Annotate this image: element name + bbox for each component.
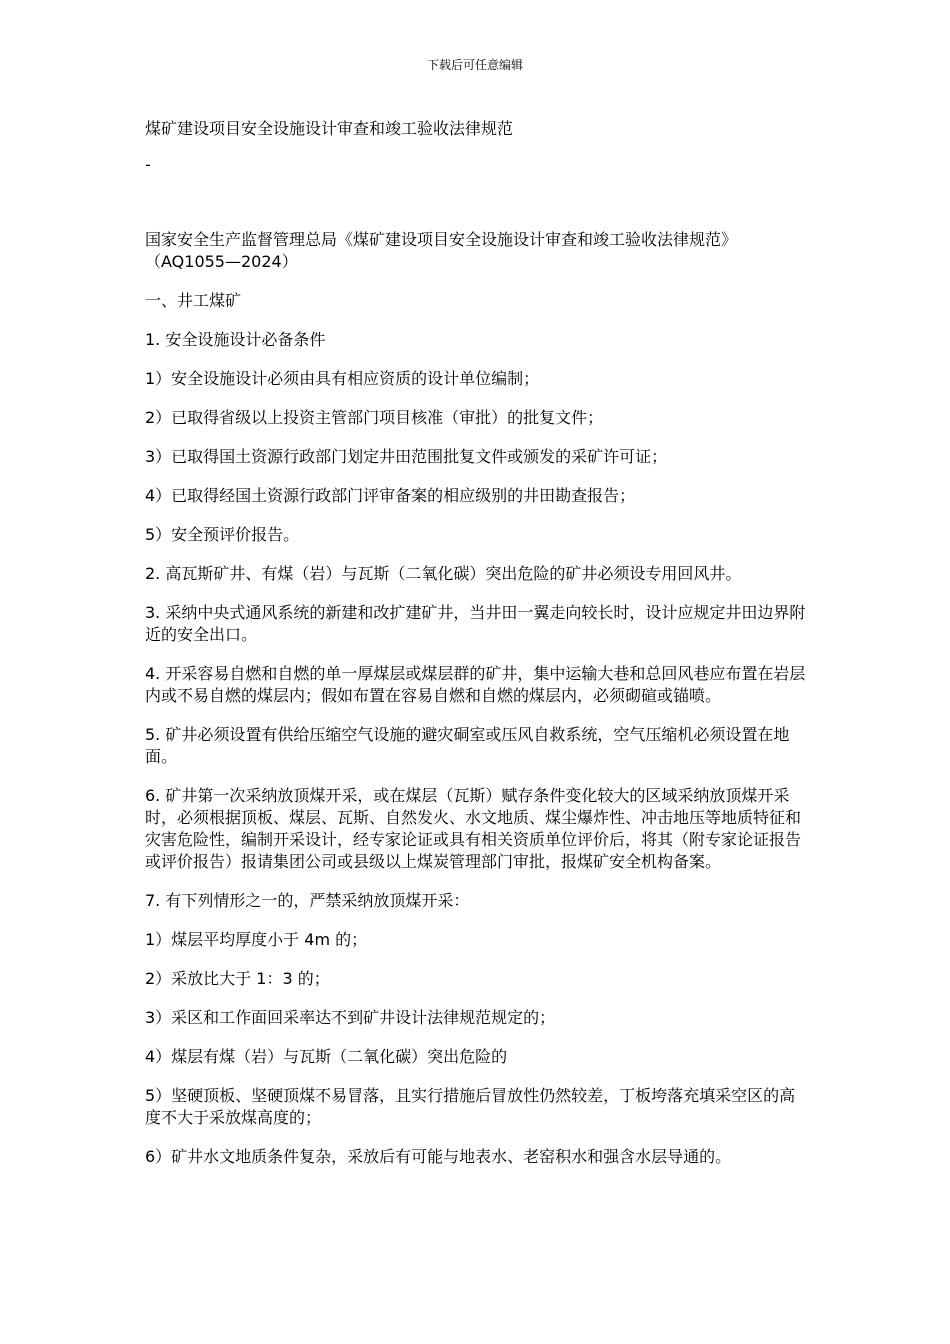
- separator-dash: -: [145, 155, 151, 174]
- paragraph-standard-reference: 国家安全生产监督管理总局《煤矿建设项目安全设施设计审查和竣工验收法律规范》（AQ1055—2024）: [145, 230, 738, 271]
- paragraph: 1. 安全设施设计必备条件: [145, 330, 326, 349]
- list-item: 1）安全设施设计必须由具有相应资质的设计单位编制；: [145, 369, 540, 388]
- paragraph: 5. 矿井必须设置有供给压缩空气设施的避灾硐室或压风自救系统，空气压缩机必须设置在地面。: [145, 725, 790, 766]
- list-item: 5）安全预评价报告。: [145, 525, 300, 544]
- list-item: 5）坚硬顶板、坚硬顶煤不易冒落，且实行措施后冒放性仍然较差，丁板垮落充填采空区的高度不大于采放煤高度的；: [145, 1086, 796, 1127]
- list-item: 3）已取得国土资源行政部门划定井田范围批复文件或颁发的采矿许可证；: [145, 447, 668, 466]
- list-item: 6）矿井水文地质条件复杂，采放后有可能与地表水、老窑积水和强含水层导通的。: [145, 1147, 732, 1166]
- list-item: 4）煤层有煤（岩）与瓦斯（二氧化碳）突出危险的: [145, 1047, 508, 1066]
- list-item: 4）已取得经国土资源行政部门评审备案的相应级别的井田勘查报告；: [145, 486, 636, 505]
- list-item: 2）采放比大于 1：3 的；: [145, 969, 330, 988]
- paragraph: 7. 有下列情形之一的，严禁采纳放顶煤开采：: [145, 891, 470, 910]
- paragraph: 6. 矿井第一次采纳放顶煤开采，或在煤层（瓦斯）赋存条件变化较大的区域采纳放顶煤开采时，必须根据顶板、煤层、瓦斯、自然发火、水文地质、煤尘爆炸性、冲击地压等地质特征和灾害危险性，编制开采设计，经专家论证或具有相关资质单位评价后，将其（附专家论证报告或评价报告）报请集团公司或县级以上煤炭管理部门审批，报煤矿安全机构备案。: [145, 786, 802, 871]
- paragraph: 4. 开采容易自燃和自燃的单一厚煤层或煤层群的矿井，集中运输大巷和总回风巷应布置在岩层内或不易自燃的煤层内；假如布置在容易自燃和自燃的煤层内，必须砌碹或锚喷。: [145, 664, 806, 705]
- document-body: [145, 229, 807, 1185]
- page-header: 下载后可任意编辑: [426, 58, 523, 72]
- list-item: 2）已取得省级以上投资主管部门项目核准（审批）的批复文件；: [145, 408, 604, 427]
- document-title: 煤矿建设项目安全设施设计审查和竣工验收法律规范: [145, 119, 514, 138]
- paragraph: 2. 高瓦斯矿井、有煤（岩）与瓦斯（二氧化碳）突出危险的矿井必须设专用回风井。: [145, 564, 742, 583]
- section-heading: 一、井工煤矿: [145, 291, 242, 310]
- list-item: 3）采区和工作面回采率达不到矿井设计法律规范规定的；: [145, 1008, 556, 1027]
- paragraph: 3. 采纳中央式通风系统的新建和改扩建矿井，当井田一翼走向较长时，设计应规定井田边界附近的安全出口。: [145, 603, 806, 644]
- list-item: 1）煤层平均厚度小于 4m 的；: [145, 930, 368, 949]
